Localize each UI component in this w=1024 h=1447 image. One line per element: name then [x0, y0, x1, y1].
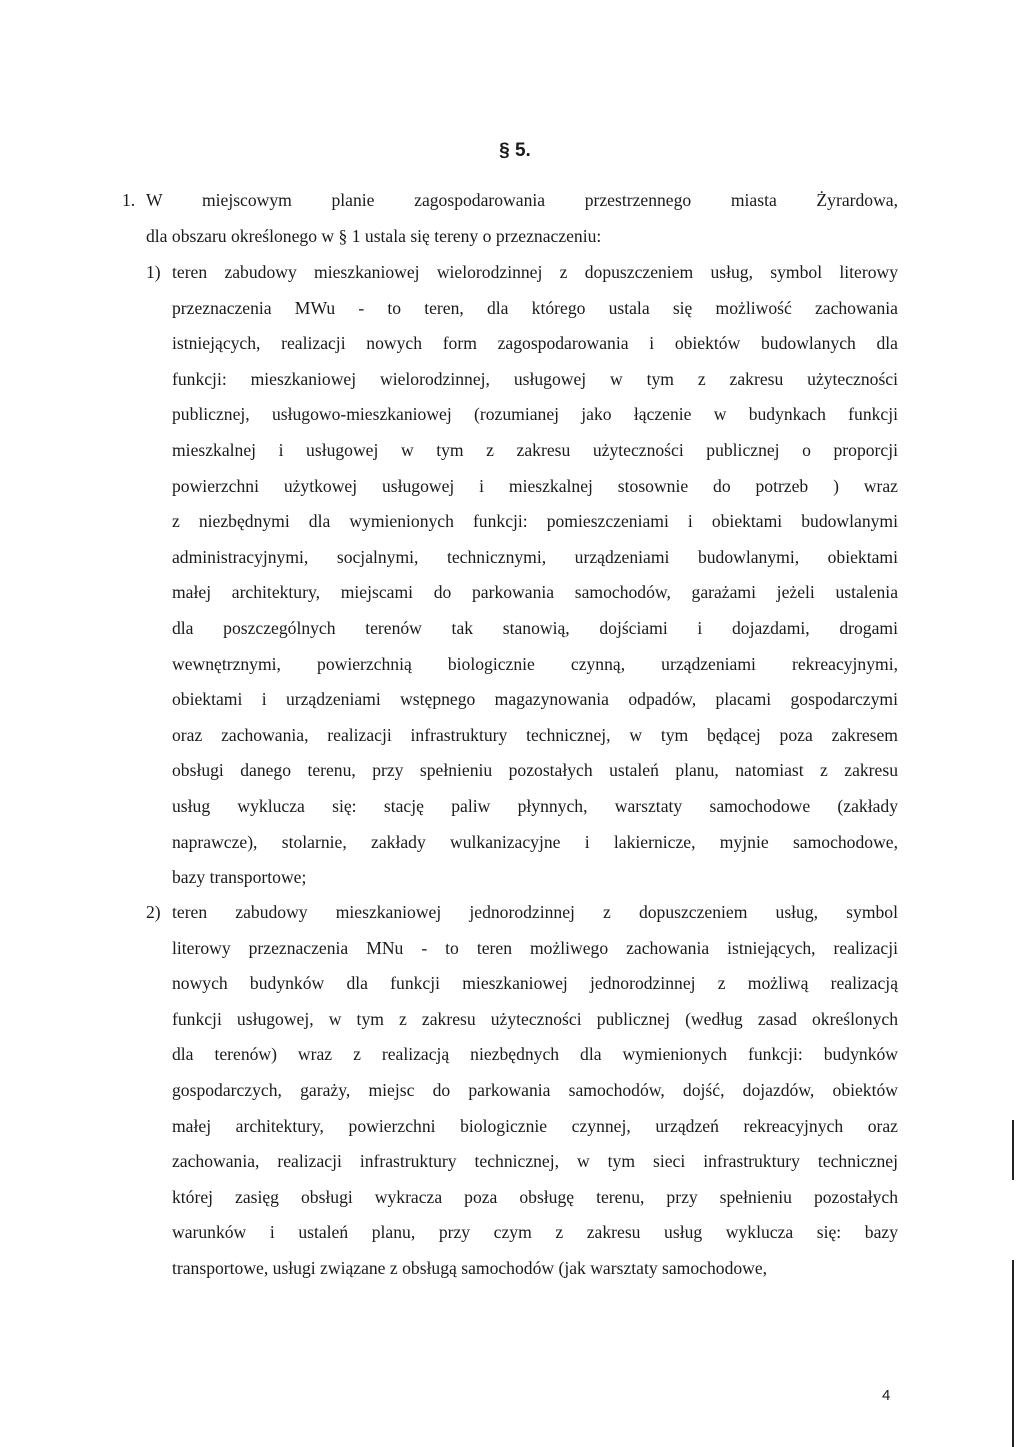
paragraph-line: usług wyklucza się: stację paliw płynnych, warsztaty samochodowe (zakłady — [172, 796, 898, 816]
paragraph-line: obiektami i urządzeniami wstępnego magazynowania odpadów, placami gospodarczymi — [172, 689, 898, 710]
paragraph-number: 1. — [122, 190, 136, 210]
paragraph-line: mieszkalnej i usługowej w tym z zakresu użyteczności publicznej o proporcji — [172, 440, 898, 460]
paragraph-line: funkcji: mieszkaniowej wielorodzinnej, usługowej w tym z zakresu użyteczności — [172, 368, 898, 389]
paragraph-line: nowych budynków dla funkcji mieszkaniowej jednorodzinnej z możliwą realizacją — [172, 973, 898, 994]
paragraph-line: naprawcze), stolarnie, zakłady wulkanizacyjne i lakiernicze, myjnie samochodowe, — [172, 831, 898, 852]
paragraph-line: warunków i ustaleń planu, przy czym z zakresu usług wyklucza się: bazy — [172, 1222, 898, 1243]
page-number: 4 — [882, 1387, 891, 1404]
paragraph-line: teren zabudowy mieszkaniowej jednorodzinnej z dopuszczeniem usług, symbol — [172, 902, 898, 922]
paragraph-line: dla poszczególnych terenów tak stanowią, dojściami i dojazdami, drogami — [172, 618, 898, 638]
paragraph-line: przeznaczenia MWu - to teren, dla którego ustala się możliwość zachowania — [172, 297, 898, 318]
scan-edge-mark — [1012, 1120, 1014, 1180]
paragraph-line: administracyjnymi, socjalnymi, technicznymi, urządzeniami budowlanymi, obiektami — [172, 546, 898, 567]
paragraph-line: teren zabudowy mieszkaniowej wielorodzinnej z dopuszczeniem usług, symbol literowy — [172, 262, 898, 282]
paragraph-line: bazy transportowe; — [172, 867, 307, 888]
paragraph-line: z niezbędnymi dla wymienionych funkcji: pomieszczeniami i obiektami budowlanymi — [172, 511, 898, 532]
paragraph-line: powierzchni użytkowej usługowej i mieszkalnej stosownie do potrzeb ) wraz — [172, 475, 898, 496]
paragraph-line: wewnętrznymi, powierzchnią biologicznie czynną, urządzeniami rekreacyjnymi, — [172, 653, 898, 674]
paragraph-line: W miejscowym planie zagospodarowania przestrzennego miasta Żyrardowa, — [146, 190, 898, 210]
paragraph-line: małej architektury, miejscami do parkowania samochodów, garażami jeżeli ustalenia — [172, 582, 898, 603]
paragraph-line: transportowe, usługi związane z obsługą samochodów (jak warsztaty samochodowe, — [172, 1258, 768, 1278]
paragraph-line: dla obszaru określonego w § 1 ustala się tereny o przeznaczeniu: — [146, 226, 602, 246]
paragraph-line: istniejących, realizacji nowych form zagospodarowania i obiektów budowlanych dla — [172, 333, 898, 354]
paragraph-line: gospodarczych, garaży, miejsc do parkowania samochodów, dojść, dojazdów, obiektów — [172, 1080, 898, 1100]
paragraph-line: oraz zachowania, realizacji infrastruktury technicznej, w tym będącej poza zakresem — [172, 724, 898, 745]
paragraph-line: zachowania, realizacji infrastruktury technicznej, w tym sieci infrastruktury technicznej — [172, 1151, 898, 1172]
paragraph-line: małej architektury, powierzchni biologicznie czynnej, urządzeń rekreacyjnych oraz — [172, 1115, 898, 1136]
list-item-number: 1) — [146, 262, 161, 282]
paragraph-line: literowy przeznaczenia MNu - to teren możliwego zachowania istniejących, realizacji — [172, 937, 898, 958]
paragraph-line: której zasięg obsługi wykracza poza obsługę terenu, przy spełnieniu pozostałych — [172, 1186, 898, 1207]
paragraph-line: obsługi danego terenu, przy spełnieniu pozostałych ustaleń planu, natomiast z zakresu — [172, 760, 898, 781]
list-item-number: 2) — [146, 902, 161, 922]
paragraph-line: funkcji usługowej, w tym z zakresu użyteczności publicznej (według zasad określonych — [172, 1008, 898, 1029]
scan-edge-mark — [1012, 1260, 1014, 1447]
section-heading: § 5. — [499, 140, 531, 161]
paragraph-line: publicznej, usługowo-mieszkaniowej (rozumianej jako łączenie w budynkach funkcji — [172, 404, 898, 425]
paragraph-line: dla terenów) wraz z realizacją niezbędnych dla wymienionych funkcji: budynków — [172, 1044, 898, 1065]
